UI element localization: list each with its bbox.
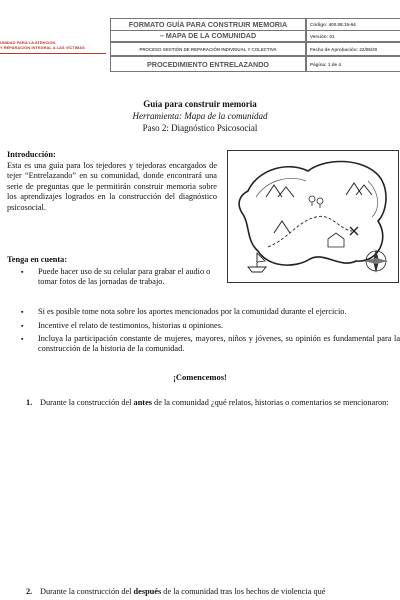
question-text-bold: antes [133,398,152,407]
bullet-square-icon: ▪ [21,335,24,343]
notes-bullet-text: Incentive el relato de testimonios, historias u opiniones. [38,321,224,330]
bullet-square-icon: ▪ [21,322,24,330]
question-text-post: de la comunidad ¿qué relatos, historias o comentarios se mencionaron: [151,398,389,407]
question-text [40,398,396,408]
notes-bullet-text: Incluya la participación constante de mujeres, mayores, niños y jóvenes, su opinión es fundamental para la construcción de la historia de la comunidad. [38,334,400,354]
treasure-map-illustration [227,150,399,283]
document-version: Versión: 01 [306,30,400,42]
institution-logo [0,40,104,50]
question-number: 2. [26,587,33,596]
guide-title: Guía para construir memoria [143,99,257,109]
page-number: Página: 1 de 4 [306,56,400,72]
logo-line-1: UNIDAD PARA LA ATENCIÓN [0,40,56,45]
format-title-line-1: FORMATO GUÍA PARA CONSTRUIR MEMORIA [110,18,306,31]
question-text-pre: Durante la construcción del [40,587,134,596]
notes-bullet-text: Si es posible tome nota sobre los aportes mencionados por la comunidad durante el ejercicio. [38,307,347,316]
document-code: Código: 400.08.15-64 [306,18,400,31]
document-header [0,18,400,76]
format-title-line-2: – MAPA DE LA COMUNIDAD [110,30,306,42]
question-text [40,587,396,597]
logo-divider [0,53,106,54]
notes-bullet-text: Puede hacer uso de su celular para grabar el audio o tomar fotos de las jornadas de trabajo. [38,267,211,287]
approval-date: Fecha de Aprobación: 22/05/20 [306,42,400,56]
logo-line-2: Y REPARACIÓN INTEGRAL A LAS VÍCTIMAS [0,45,85,50]
question-text-bold: después [133,587,162,596]
treasure-map-icon [228,151,398,282]
tool-subtitle: Herramienta: Mapa de la comunidad [132,111,268,121]
header-table [110,18,400,76]
bullet-square-icon: ▪ [21,308,24,316]
question-number: 1. [26,398,33,407]
process-name: PROCESO GESTIÓN DE REPARACIÓN INDIVIDUAL Y COLECTIVA [110,42,306,56]
start-heading: ¡Comencemos! [173,372,227,382]
intro-heading: Introducción: [7,150,56,159]
intro-paragraph: Esta es una guía para los tejedores y tejedoras encargados de tejer “Entrelazando” en su comunidad, donde encontrará una serie de preguntas que le permitirán construir memoria sobre los aprendizajes logrados en la construcción del diagnóstico psicosocial. [7,161,217,212]
question-text-pre: Durante la construcción del [40,398,134,407]
bullet-square-icon: ▪ [21,268,24,276]
question-text-post: de la comunidad tras los hechos de violencia qué [161,587,326,596]
step-subtitle: Paso 2: Diagnóstico Psicosocial [142,123,258,133]
procedure-name: PROCEDIMIENTO ENTRELAZANDO [110,56,306,72]
notes-heading: Tenga en cuenta: [7,255,68,264]
